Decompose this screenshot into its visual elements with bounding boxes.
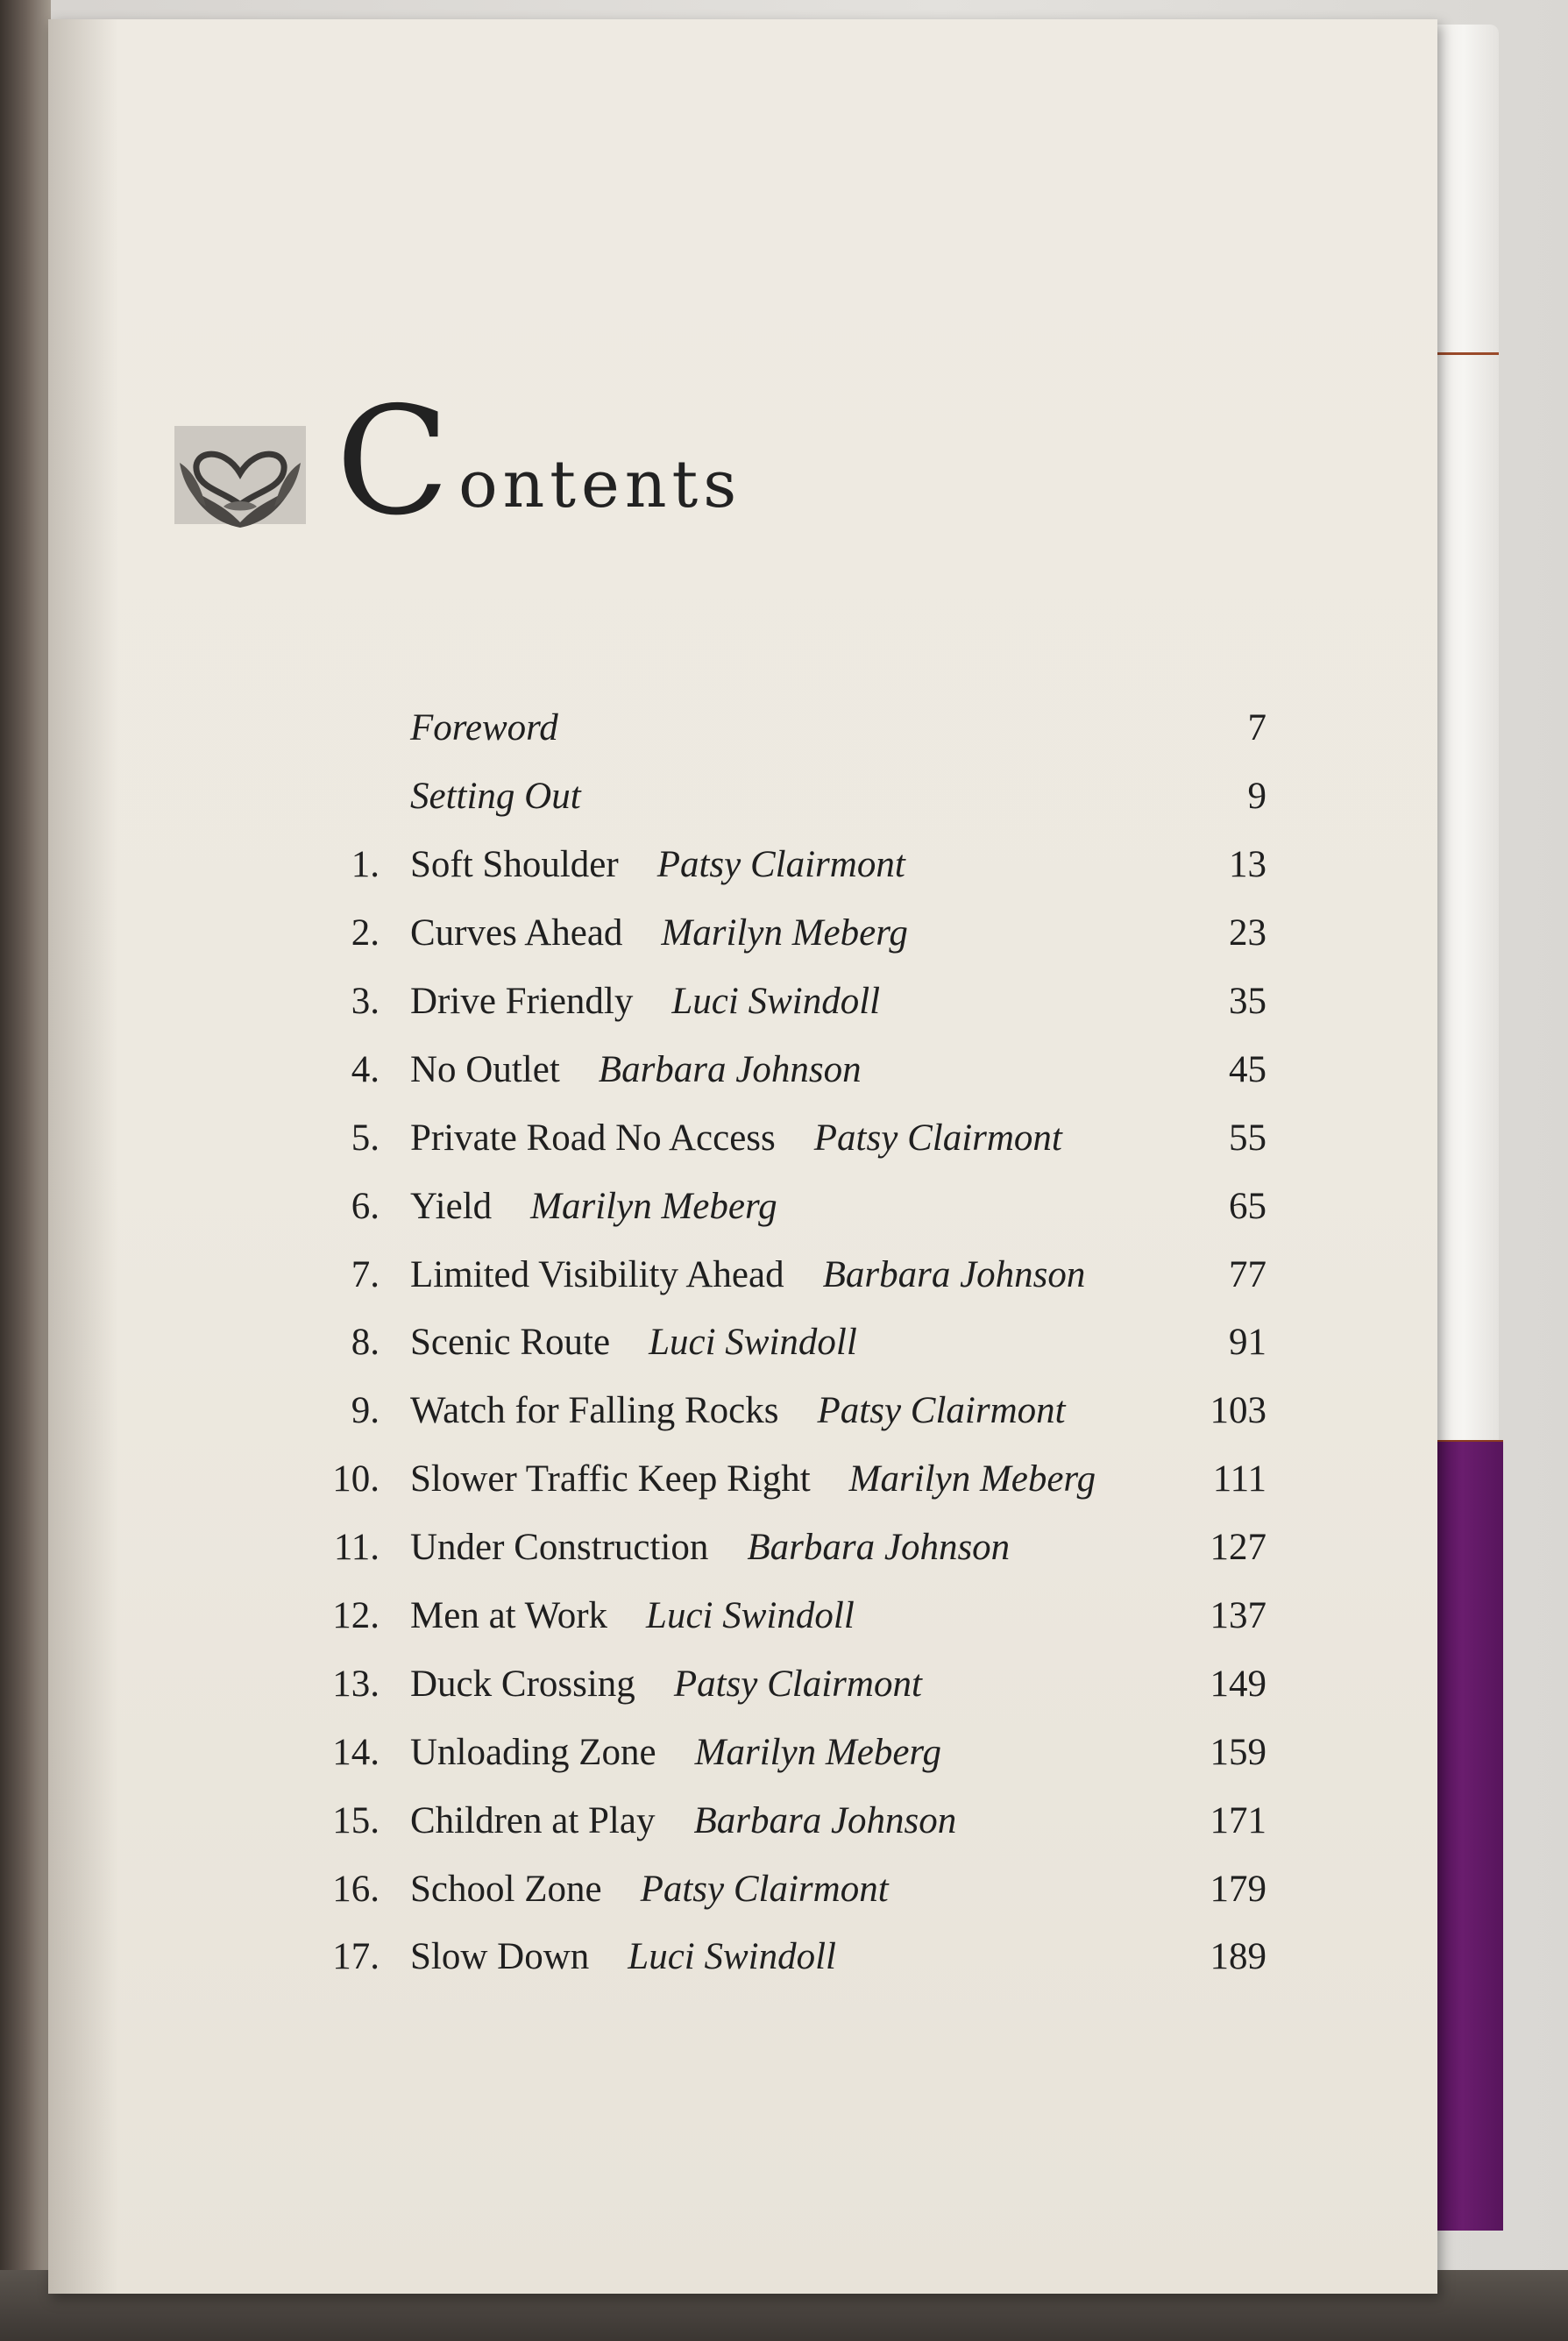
chapter-author: Marilyn Meberg xyxy=(530,1185,777,1227)
toc-row-chapter xyxy=(285,1855,1266,1923)
toc-title: Foreword xyxy=(410,707,558,749)
chapter-title-line xyxy=(410,843,905,886)
toc-row-chapter xyxy=(285,1377,1266,1445)
chapter-title-line xyxy=(410,912,908,954)
chapter-title-line xyxy=(410,1799,956,1842)
chapter-author: Marilyn Meberg xyxy=(694,1731,942,1773)
chapter-title: Limited Visibility Ahead xyxy=(410,1253,784,1295)
page-gutter-shade xyxy=(48,19,118,2294)
chapter-number: 1. xyxy=(351,844,380,886)
chapter-number: 4. xyxy=(351,1048,380,1090)
toc-page-number: 13 xyxy=(1229,844,1266,886)
chapter-title: Men at Work xyxy=(410,1595,608,1637)
toc-row-chapter xyxy=(285,1445,1266,1514)
toc-row-chapter xyxy=(285,1718,1266,1786)
chapter-title: Duck Crossing xyxy=(410,1663,635,1705)
chapter-number: 6. xyxy=(351,1185,380,1227)
chapter-title-line xyxy=(410,1935,836,1978)
chapter-number: 9. xyxy=(351,1390,380,1432)
toc-row-chapter xyxy=(285,1649,1266,1718)
toc-row-setting-out xyxy=(285,763,1266,831)
chapter-title-line xyxy=(410,1185,777,1228)
chapter-title-line xyxy=(410,980,880,1023)
toc-row-chapter xyxy=(285,1786,1266,1855)
chapter-number: 13. xyxy=(332,1663,380,1705)
heart-lotus-ornament-icon xyxy=(171,419,309,531)
toc-page-number: 55 xyxy=(1229,1117,1266,1159)
toc-page-number: 189 xyxy=(1210,1936,1266,1978)
chapter-author: Patsy Clairmont xyxy=(640,1868,889,1910)
chapter-title: Curves Ahead xyxy=(410,912,623,954)
toc-page-number: 77 xyxy=(1229,1253,1266,1295)
toc-row-chapter xyxy=(285,1923,1266,1991)
toc-page-number: 7 xyxy=(1247,707,1266,749)
toc-row-chapter xyxy=(285,1103,1266,1172)
chapter-number: 3. xyxy=(351,981,380,1022)
toc-row-chapter xyxy=(285,1172,1266,1240)
chapter-author: Marilyn Meberg xyxy=(848,1458,1096,1500)
book-spine-edge xyxy=(0,0,51,2341)
chapter-author: Barbara Johnson xyxy=(693,1799,957,1841)
chapter-title-line xyxy=(410,1731,941,1774)
toc-page-number: 9 xyxy=(1247,776,1266,818)
chapter-author: Patsy Clairmont xyxy=(813,1117,1062,1159)
dust-jacket-purple-band xyxy=(1429,1442,1503,2231)
chapter-title-line xyxy=(410,1526,1010,1569)
chapter-title: Scenic Route xyxy=(410,1322,611,1364)
chapter-title: Slower Traffic Keep Right xyxy=(410,1458,811,1500)
chapter-author: Barbara Johnson xyxy=(822,1253,1086,1295)
dust-jacket-flap xyxy=(1429,25,1499,1444)
toc-page-number: 35 xyxy=(1229,981,1266,1022)
contents-title-initial: C xyxy=(336,375,456,549)
chapter-title: Watch for Falling Rocks xyxy=(410,1390,779,1432)
chapter-number: 10. xyxy=(332,1458,380,1500)
toc-row-chapter xyxy=(285,899,1266,968)
chapter-number: 17. xyxy=(332,1936,380,1978)
chapter-title-line xyxy=(410,1048,862,1091)
chapter-title: Yield xyxy=(410,1185,493,1227)
chapter-title: Drive Friendly xyxy=(410,981,634,1022)
toc-row-chapter xyxy=(285,1514,1266,1582)
toc-page-number: 91 xyxy=(1229,1322,1266,1364)
chapter-author: Marilyn Meberg xyxy=(661,912,908,954)
chapter-author: Patsy Clairmont xyxy=(673,1663,922,1705)
dust-jacket-rule xyxy=(1437,352,1499,355)
toc-page-number: 111 xyxy=(1212,1458,1266,1500)
toc-page-number: 137 xyxy=(1210,1595,1266,1637)
contents-title-rest: ontents xyxy=(458,447,742,522)
contents-heading xyxy=(171,375,742,549)
chapter-title: Soft Shoulder xyxy=(410,844,619,886)
toc-title: Setting Out xyxy=(410,776,581,818)
toc-row-chapter xyxy=(285,1035,1266,1103)
chapter-number: 15. xyxy=(332,1799,380,1841)
chapter-title: School Zone xyxy=(410,1868,602,1910)
chapter-author: Patsy Clairmont xyxy=(656,844,905,886)
chapter-number: 7. xyxy=(351,1253,380,1295)
chapter-author: Luci Swindoll xyxy=(649,1322,857,1364)
toc-row-chapter xyxy=(285,831,1266,899)
chapter-title-line xyxy=(410,1389,1066,1432)
toc-page-number: 23 xyxy=(1229,912,1266,954)
toc-row-chapter xyxy=(285,1240,1266,1309)
contents-title xyxy=(336,375,742,549)
book-page xyxy=(48,19,1437,2294)
chapter-author: Luci Swindoll xyxy=(646,1595,855,1637)
chapter-title: No Outlet xyxy=(410,1048,560,1090)
chapter-author: Barbara Johnson xyxy=(747,1527,1011,1569)
chapter-title: Unloading Zone xyxy=(410,1731,656,1773)
chapter-title: Slow Down xyxy=(410,1936,590,1978)
chapter-author: Patsy Clairmont xyxy=(817,1390,1066,1432)
toc-page-number: 103 xyxy=(1210,1390,1266,1432)
chapter-number: 8. xyxy=(351,1322,380,1364)
toc-page-number: 45 xyxy=(1229,1048,1266,1090)
toc-page-number: 179 xyxy=(1210,1868,1266,1910)
chapter-title-line xyxy=(410,1594,855,1637)
chapter-author: Luci Swindoll xyxy=(628,1936,836,1978)
chapter-title-line xyxy=(410,1253,1085,1296)
chapter-title-line xyxy=(410,1458,1096,1500)
table-of-contents xyxy=(285,694,1266,1991)
toc-page-number: 159 xyxy=(1210,1731,1266,1773)
chapter-author: Luci Swindoll xyxy=(671,981,881,1022)
chapter-author: Barbara Johnson xyxy=(598,1048,862,1090)
toc-page-number: 127 xyxy=(1210,1527,1266,1569)
chapter-number: 14. xyxy=(332,1731,380,1773)
chapter-title: Under Construction xyxy=(410,1527,709,1569)
chapter-title-line xyxy=(410,1321,857,1364)
toc-page-number: 149 xyxy=(1210,1663,1266,1705)
chapter-title-line xyxy=(410,1117,1062,1160)
chapter-title-line xyxy=(410,1868,889,1911)
toc-row-chapter xyxy=(285,1309,1266,1377)
toc-row-foreword xyxy=(285,694,1266,763)
chapter-number: 2. xyxy=(351,912,380,954)
chapter-number: 12. xyxy=(332,1595,380,1637)
chapter-number: 5. xyxy=(351,1117,380,1159)
toc-page-number: 171 xyxy=(1210,1799,1266,1841)
chapter-number: 16. xyxy=(332,1868,380,1910)
chapter-title: Private Road No Access xyxy=(410,1117,776,1159)
toc-page-number: 65 xyxy=(1229,1185,1266,1227)
toc-row-chapter xyxy=(285,1582,1266,1650)
chapter-title-line xyxy=(410,1663,922,1706)
chapter-title: Children at Play xyxy=(410,1799,656,1841)
toc-row-chapter xyxy=(285,968,1266,1036)
chapter-number: 11. xyxy=(333,1527,380,1569)
